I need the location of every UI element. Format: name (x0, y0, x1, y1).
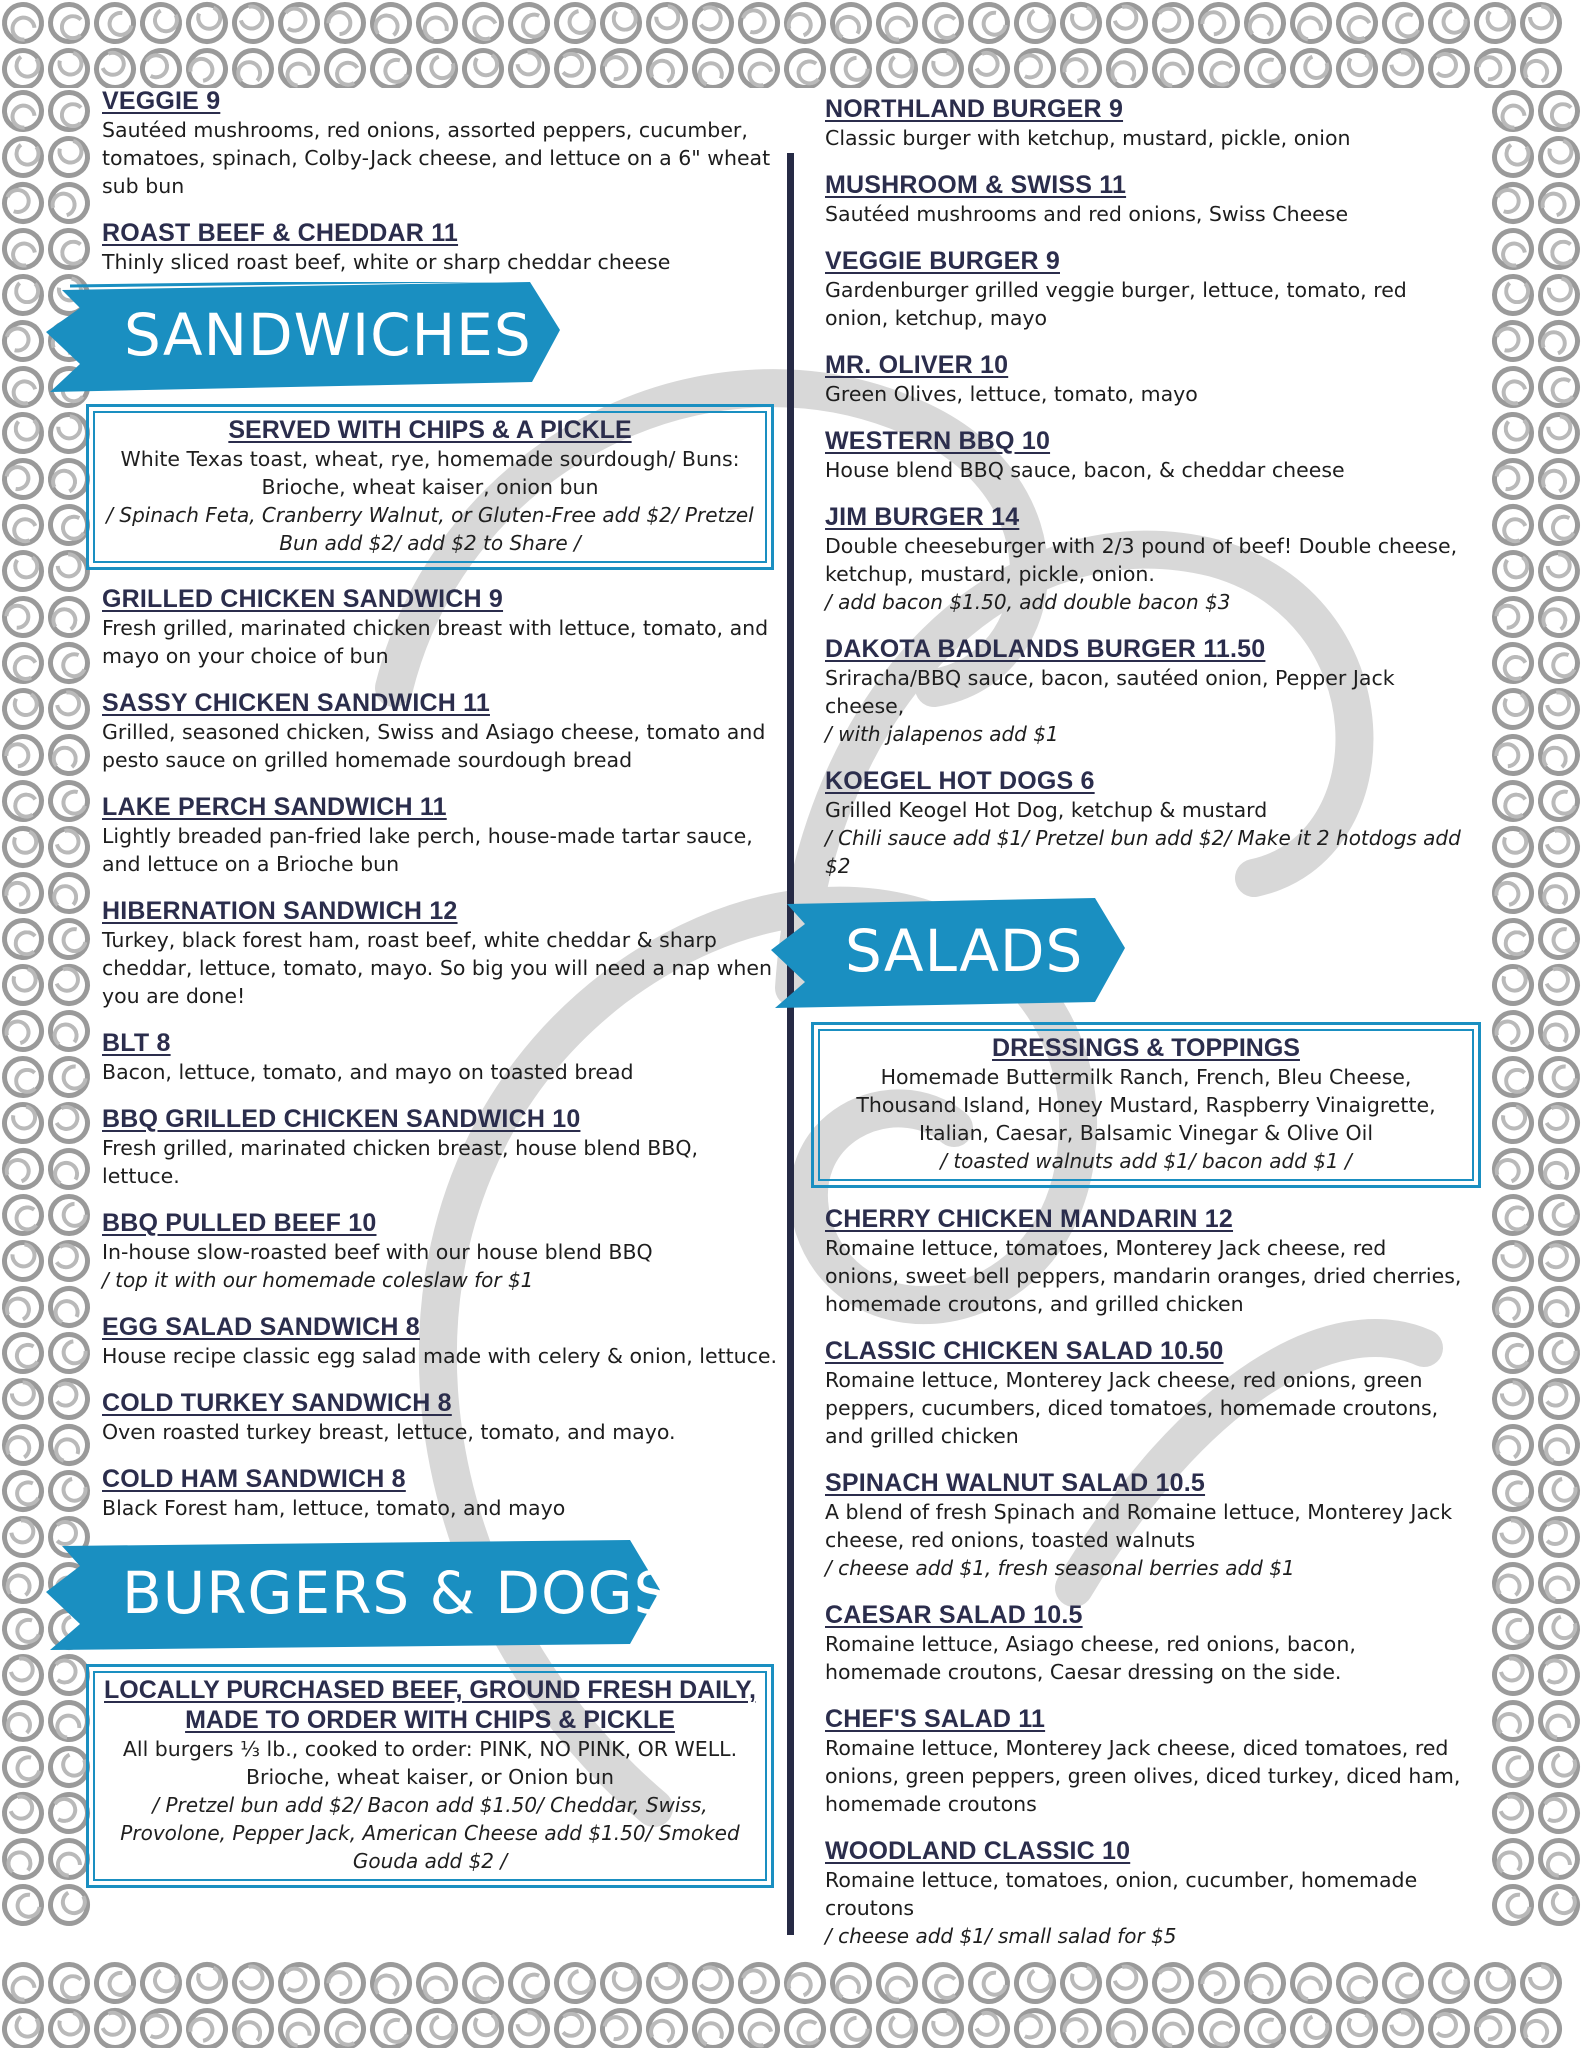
burger-list (825, 94, 1465, 880)
item-description: Double cheeseburger with 2/3 pound of beef! Double cheese, ketchup, mustard, pickle, onion. (825, 534, 1458, 586)
info-box-title: SERVED WITH CHIPS & A PICKLE (228, 416, 632, 444)
item-description: Gardenburger grilled veggie burger, lettuce, tomato, red onion, ketchup, mayo (825, 278, 1407, 330)
item-title: CHEF'S SALAD 11 (825, 1705, 1046, 1733)
right-column (825, 94, 1465, 1968)
item-title: EGG SALAD SANDWICH 8 (102, 1313, 420, 1341)
item-description: Grilled, seasoned chicken, Swiss and Asiago cheese, tomato and pesto sauce on grilled homemade sourdough bread (102, 720, 766, 772)
item-note: / add bacon $1.50, add double bacon $3 (825, 590, 1231, 614)
info-box-text: White Texas toast, wheat, rye, homemade sourdough/ Buns: Brioche, wheat kaiser, onion bun (120, 447, 740, 499)
item-description: Romaine lettuce, Monterey Jack cheese, red onions, green peppers, cucumbers, diced tomatoes, homemade croutons, and grilled chicken (825, 1368, 1439, 1448)
item-description: Turkey, black forest ham, roast beef, white cheddar & sharp cheddar, lettuce, tomato, mayo. So big you will need a nap when you are done! (102, 928, 772, 1008)
menu-item (102, 218, 782, 276)
item-title: BLT 8 (102, 1029, 171, 1057)
item-description: Fresh grilled, marinated chicken breast with lettuce, tomato, and mayo on your choice of bun (102, 616, 769, 668)
menu-item (825, 502, 1465, 616)
item-description: Romaine lettuce, tomatoes, onion, cucumber, homemade croutons (825, 1868, 1418, 1920)
item-title: SPINACH WALNUT SALAD 10.5 (825, 1469, 1206, 1497)
menu-item (102, 1104, 782, 1190)
menu-item (102, 1464, 782, 1522)
menu-item (825, 634, 1465, 748)
item-title: VEGGIE 9 (102, 87, 221, 115)
item-title: COLD TURKEY SANDWICH 8 (102, 1389, 452, 1417)
item-title: BBQ PULLED BEEF 10 (102, 1209, 377, 1237)
item-description: A blend of fresh Spinach and Romaine lettuce, Monterey Jack cheese, red onions, toasted walnuts (825, 1500, 1453, 1552)
item-title: ROAST BEEF & CHEDDAR 11 (102, 219, 459, 247)
item-title: KOEGEL HOT DOGS 6 (825, 767, 1095, 795)
item-description: Oven roasted turkey breast, lettuce, tomato, and mayo. (102, 1420, 676, 1444)
item-description: Romaine lettuce, tomatoes, Monterey Jack cheese, red onions, sweet bell peppers, mandarin oranges, dried cherries, homemade croutons, and grilled chicken (825, 1236, 1462, 1316)
item-title: CHERRY CHICKEN MANDARIN 12 (825, 1205, 1234, 1233)
left-column (102, 86, 782, 1888)
menu-item (825, 1704, 1465, 1818)
menu-item (102, 584, 782, 670)
item-description: Grilled Keogel Hot Dog, ketchup & mustard (825, 798, 1268, 822)
banner-title: BURGERS & DOGS (122, 1559, 672, 1627)
info-box-title: DRESSINGS & TOPPINGS (992, 1034, 1300, 1062)
menu-item (825, 766, 1465, 880)
menu-item (825, 1836, 1465, 1950)
menu-item (102, 1208, 782, 1294)
item-note: / cheese add $1, fresh seasonal berries add $1 (825, 1556, 1295, 1580)
item-description: Sautéed mushrooms and red onions, Swiss Cheese (825, 202, 1349, 226)
item-description: House recipe classic egg salad made with celery & onion, lettuce. (102, 1344, 778, 1368)
menu-item (102, 792, 782, 878)
salad-list (825, 1204, 1465, 1950)
info-box-note: / toasted walnuts add $1/ bacon add $1 / (940, 1149, 1352, 1173)
menu-item (102, 1028, 782, 1086)
item-description: House blend BBQ sauce, bacon, & cheddar cheese (825, 458, 1345, 482)
item-title: VEGGIE BURGER 9 (825, 247, 1060, 275)
menu-item (102, 896, 782, 1010)
item-description: Black Forest ham, lettuce, tomato, and mayo (102, 1496, 566, 1520)
menu-item (102, 1388, 782, 1446)
banner-title: SALADS (845, 917, 1084, 985)
salads-info-box (811, 1022, 1481, 1188)
item-description: Classic burger with ketchup, mustard, pickle, onion (825, 126, 1351, 150)
item-note: / cheese add $1/ small salad for $5 (825, 1924, 1177, 1948)
info-box-text: All burgers ⅓ lb., cooked to order: PINK, NO PINK, OR WELL. Brioche, wheat kaiser, or Onion bun (122, 1737, 738, 1789)
menu-item (825, 170, 1465, 228)
info-box-title: LOCALLY PURCHASED BEEF, GROUND FRESH DAILY, MADE TO ORDER WITH CHIPS & PICKLE (104, 1676, 756, 1734)
item-description: In-house slow-roasted beef with our house blend BBQ (102, 1240, 653, 1264)
info-box-note: / Pretzel bun add $2/ Bacon add $1.50/ Cheddar, Swiss, Provolone, Pepper Jack, American Cheese add $1.50/ Smoked Gouda add $2 / (120, 1793, 740, 1873)
item-description: Lightly breaded pan-fried lake perch, house-made tartar sauce, and lettuce on a Brioche bun (102, 824, 753, 876)
salads-banner (765, 898, 1465, 1008)
menu-item (825, 426, 1465, 484)
item-note: / top it with our homemade coleslaw for $1 (102, 1268, 534, 1292)
item-description: Green Olives, lettuce, tomato, mayo (825, 382, 1198, 406)
item-description: Sriracha/BBQ sauce, bacon, sautéed onion, Pepper Jack cheese, (825, 666, 1395, 718)
item-title: BBQ GRILLED CHICKEN SANDWICH 10 (102, 1105, 581, 1133)
item-title: DAKOTA BADLANDS BURGER 11.50 (825, 635, 1266, 663)
menu-item (102, 86, 782, 200)
menu-item (825, 94, 1465, 152)
item-description: Bacon, lettuce, tomato, and mayo on toasted bread (102, 1060, 634, 1084)
banner-title: SANDWICHES (124, 301, 532, 369)
item-description: Sautéed mushrooms, red onions, assorted peppers, cucumber, tomatoes, spinach, Colby-Jack cheese, and lettuce on a 6" wheat sub bun (102, 118, 771, 198)
sandwiches-banner (40, 282, 782, 392)
item-title: COLD HAM SANDWICH 8 (102, 1465, 406, 1493)
item-title: MUSHROOM & SWISS 11 (825, 171, 1127, 199)
item-note: / Chili sauce add $1/ Pretzel bun add $2/ Make it 2 hotdogs add $2 (825, 826, 1461, 878)
item-description: Thinly sliced roast beef, white or sharp cheddar cheese (102, 250, 671, 274)
menu-item (825, 246, 1465, 332)
item-title: WOODLAND CLASSIC 10 (825, 1837, 1131, 1865)
info-box-note: / Spinach Feta, Cranberry Walnut, or Gluten-Free add $2/ Pretzel Bun add $2/ add $2 to Share / (106, 503, 754, 555)
item-title: SASSY CHICKEN SANDWICH 11 (102, 689, 490, 717)
item-title: CAESAR SALAD 10.5 (825, 1601, 1083, 1629)
item-description: Fresh grilled, marinated chicken breast, house blend BBQ, lettuce. (102, 1136, 699, 1188)
item-title: LAKE PERCH SANDWICH 11 (102, 793, 447, 821)
sandwiches-info-box (86, 404, 774, 570)
item-title: WESTERN BBQ 10 (825, 427, 1051, 455)
item-title: JIM BURGER 14 (825, 503, 1020, 531)
menu-item (102, 1312, 782, 1370)
item-title: NORTHLAND BURGER 9 (825, 95, 1124, 123)
menu-item (825, 1468, 1465, 1582)
burgers-info-box (86, 1664, 774, 1888)
menu-item (102, 688, 782, 774)
item-note: / with jalapenos add $1 (825, 722, 1059, 746)
menu-item (825, 1204, 1465, 1318)
item-title: GRILLED CHICKEN SANDWICH 9 (102, 585, 504, 613)
item-title: HIBERNATION SANDWICH 12 (102, 897, 458, 925)
item-description: Romaine lettuce, Monterey Jack cheese, diced tomatoes, red onions, green peppers, green olives, diced turkey, diced ham, homemade croutons (825, 1736, 1461, 1816)
item-title: MR. OLIVER 10 (825, 351, 1009, 379)
sandwich-list (102, 584, 782, 1522)
item-title: CLASSIC CHICKEN SALAD 10.50 (825, 1337, 1224, 1365)
menu-item (825, 350, 1465, 408)
info-box-text: Homemade Buttermilk Ranch, French, Bleu Cheese, Thousand Island, Honey Mustard, Raspberry Vinaigrette, Italian, Caesar, Balsamic Vinegar & Olive Oil (856, 1065, 1436, 1145)
menu-item (825, 1336, 1465, 1450)
item-description: Romaine lettuce, Asiago cheese, red onions, bacon, homemade croutons, Caesar dressing on the side. (825, 1632, 1356, 1684)
menu-item (825, 1600, 1465, 1686)
burgers-banner (40, 1540, 782, 1650)
